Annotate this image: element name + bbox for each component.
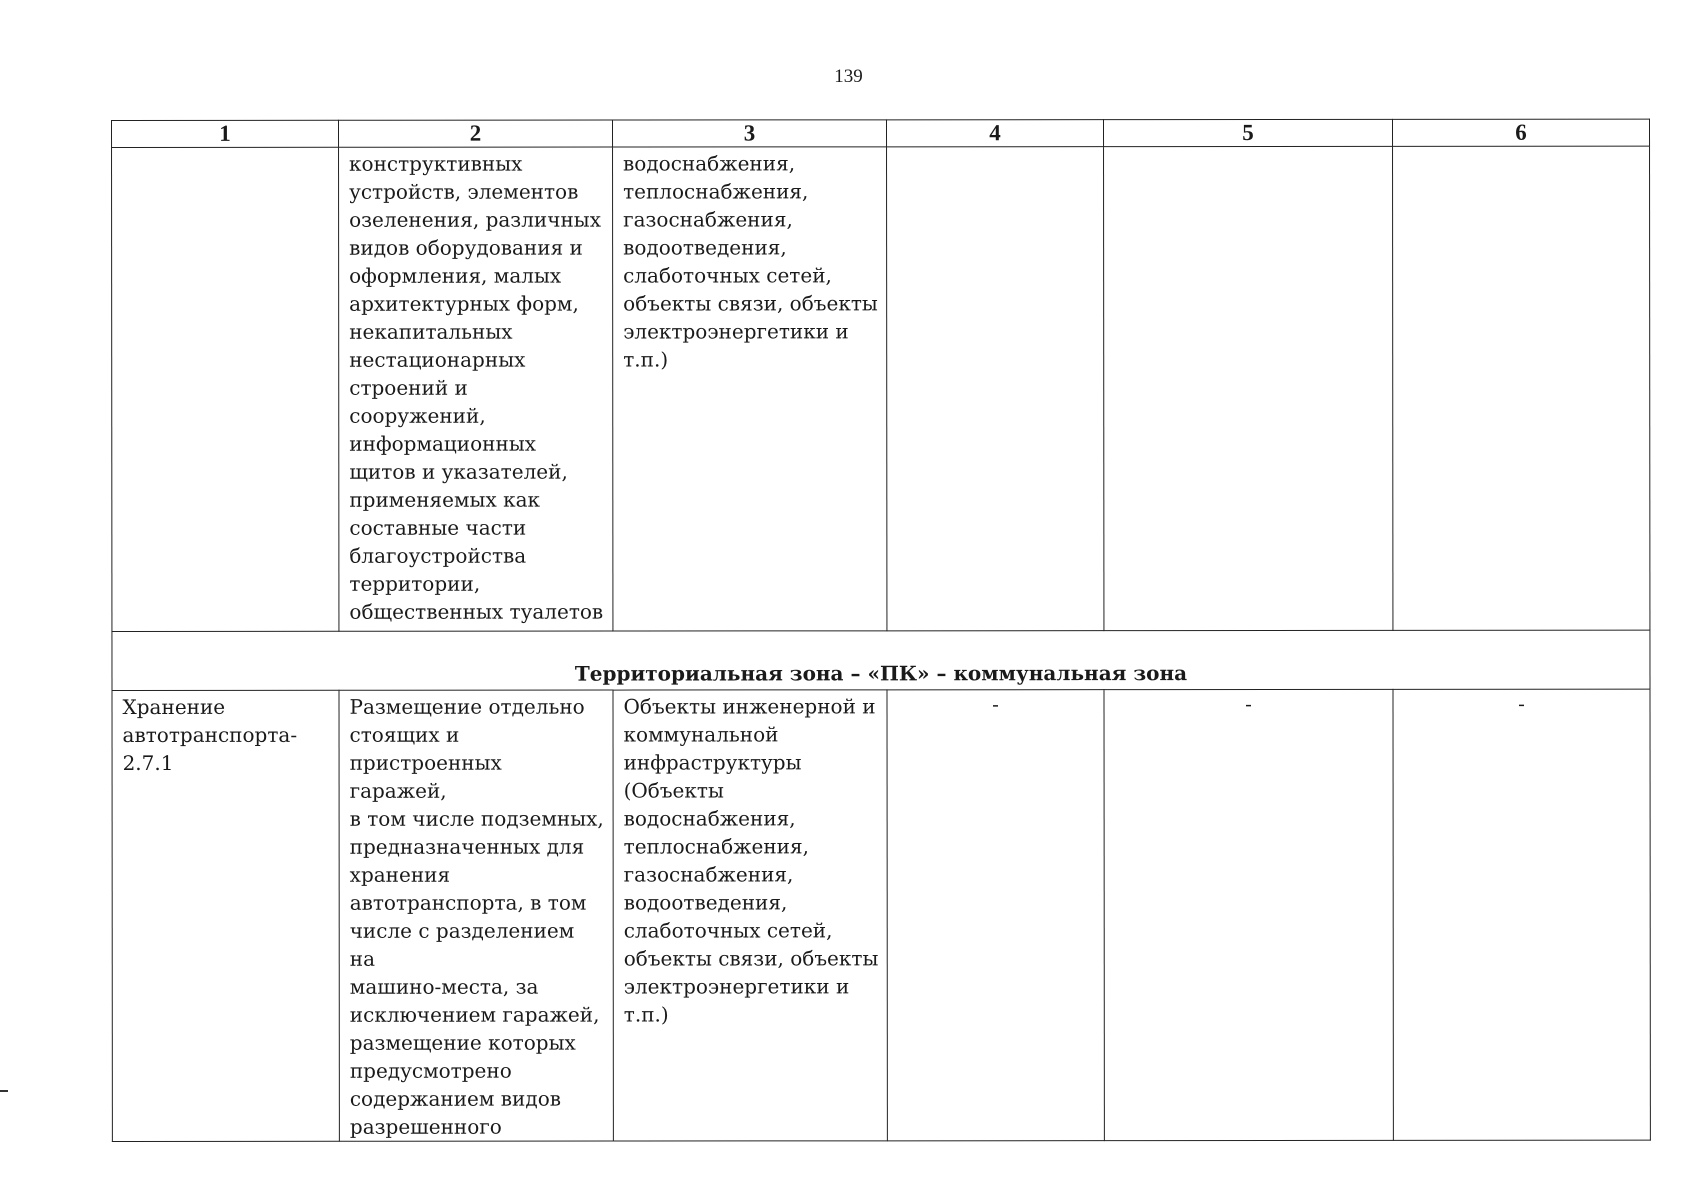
cell-dash: - [1245,692,1252,717]
cell-text [1104,147,1392,149]
page-number: 139 [834,66,863,87]
table-cell [887,690,1104,1141]
zone-header-row [112,630,1650,690]
table-cell [1393,146,1650,630]
table-row [112,146,1650,631]
header-row [112,119,1650,147]
column-header-3: 3 [613,120,887,147]
column-header-1: 1 [112,120,339,147]
margin-mark [0,1090,8,1092]
table-cell [613,690,887,1141]
table-cell [339,147,613,631]
cell-dash: - [1518,691,1525,716]
cell-text: Хранение автотранспорта- 2.7.1 [122,694,298,775]
table-cell [112,690,339,1141]
column-header-2: 2 [339,120,613,147]
cell-text [1393,147,1649,149]
table-cell [613,147,887,631]
zoning-table [111,119,1651,1142]
table-cell [112,147,339,631]
table-cell [1104,689,1393,1140]
column-header-4: 4 [887,120,1104,147]
table-row [112,689,1650,1141]
column-header-6: 6 [1393,119,1650,146]
cell-text: конструктивных устройств, элементов озеленения, различных видов оборудования и оформления, малых архитектурных форм, некапитальных нестационарных строений и сооружений, информационных щитов и указателей, применяемых как составные части благоустройства территории, общественных туалетов [349,151,604,624]
zone-title: Территориальная зона – «ПК» – коммунальная зона [112,630,1650,690]
column-header-5: 5 [1104,119,1393,146]
table-cell [1393,689,1650,1140]
table-cell [339,690,613,1141]
table-cell [887,147,1104,631]
cell-text [887,147,1103,149]
table-cell [1104,146,1393,630]
cell-text [112,148,338,150]
cell-dash: - [992,692,999,717]
cell-text: водоснабжения, теплоснабжения, газоснабжения, водоотведения, слаботочных сетей, объекты связи, объекты электроэнергетики и т.п.) [623,151,878,372]
cell-text: Объекты инженерной и коммунальной инфраструктуры (Объекты водоснабжения, теплоснабжения, газоснабжения, водоотведения, слаботочных сетей, объекты связи, объекты электроэнергетики и т.п.) [623,694,879,1027]
cell-text: Размещение отдельно стоящих и пристроенных гаражей, в том числе подземных, предназначенных для хранения автотранспорта, в том числе с разделением на машино-места, за исключением гаражей, размещение которых предусмотрено содержанием видов разрешенного [349,694,604,1139]
